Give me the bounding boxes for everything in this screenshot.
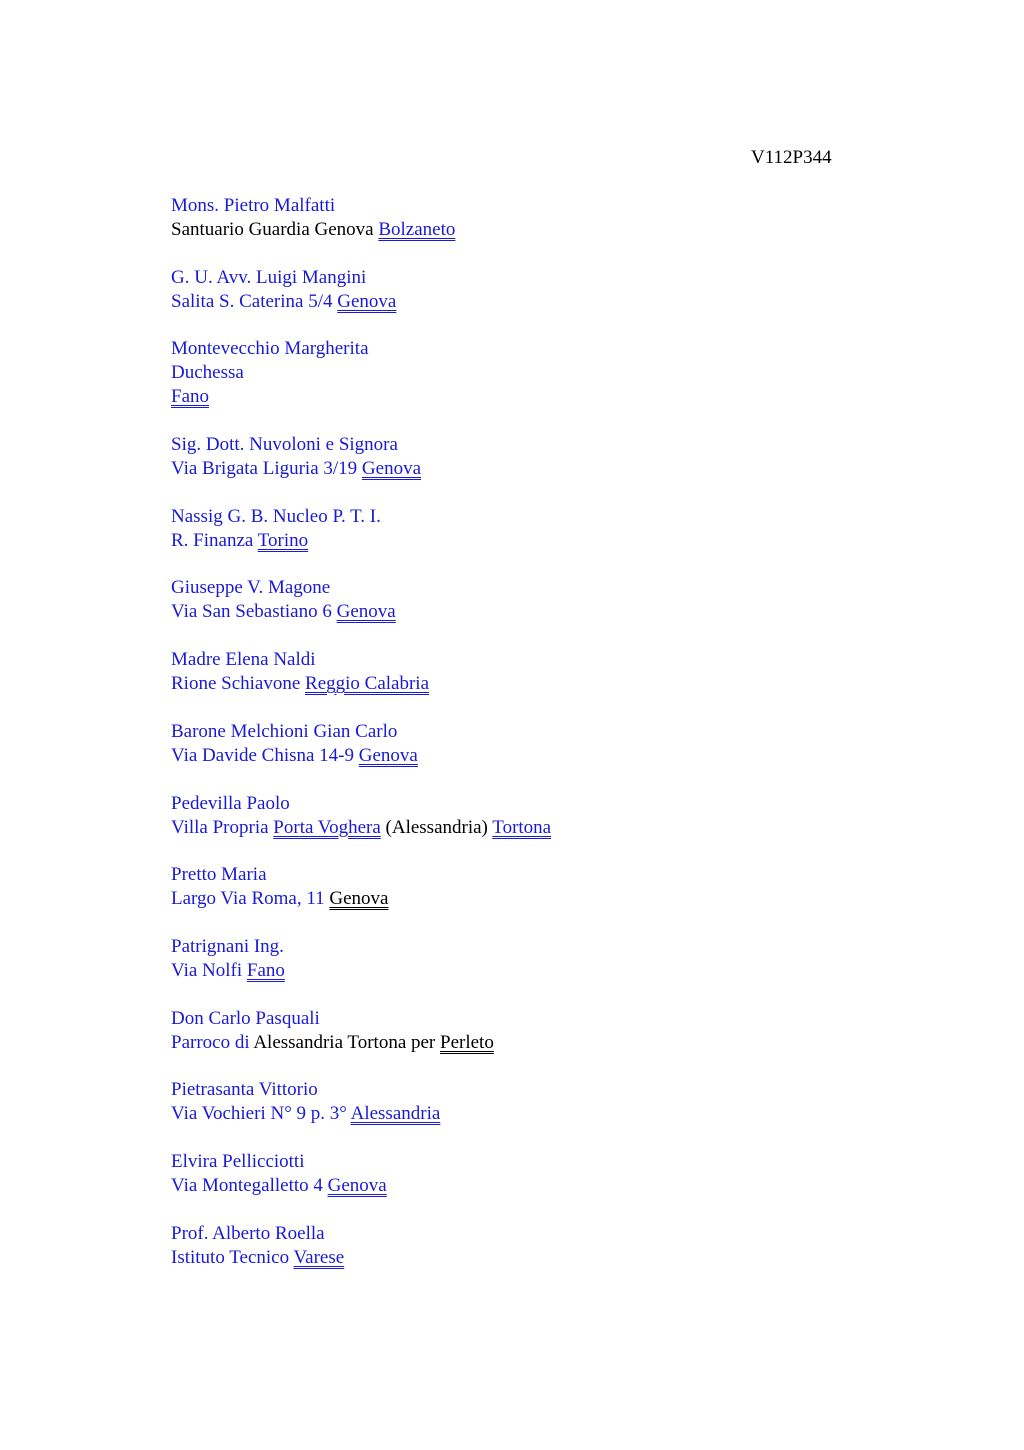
underlined-place-name: Genova <box>361 458 422 480</box>
entry-name-line <box>171 720 971 744</box>
entry-text: Santuario Guardia Genova <box>171 219 379 240</box>
underlined-place-name: Porta Voghera <box>273 816 381 838</box>
entry-text: Via Davide Chisna 14-9 <box>171 744 359 766</box>
entry-name-line <box>171 194 971 218</box>
entry-text: Pietrasanta Vittorio <box>171 1079 318 1101</box>
entry-text: (Alessandria) <box>380 816 493 838</box>
entry-name-line <box>171 1007 971 1031</box>
entry-name-line <box>171 1150 971 1174</box>
entry-address-line <box>171 600 971 624</box>
entry-text: Largo Via Roma, 11 <box>171 888 330 910</box>
address-entry <box>171 1007 971 1055</box>
entry-text: Pedevilla Paolo <box>171 792 290 814</box>
underlined-place-name: Fano <box>171 386 209 408</box>
address-entry <box>171 337 971 409</box>
entry-text: Via Nolfi <box>171 959 247 981</box>
entry-address-line <box>171 672 971 696</box>
address-entry <box>171 792 971 840</box>
entry-name-line <box>171 863 971 887</box>
entry-text: Don Carlo Pasquali <box>171 1007 320 1029</box>
entry-address-line <box>171 959 971 983</box>
entry-name-line <box>171 433 971 457</box>
underlined-place-name: Bolzaneto <box>378 219 456 240</box>
address-entry <box>171 1078 971 1126</box>
entry-text: Salita S. Caterina 5/4 <box>171 290 338 312</box>
entry-name-line <box>171 505 971 529</box>
entry-text: G. U. Avv. Luigi Mangini <box>171 266 367 288</box>
entry-text: Prof. Alberto Roella <box>171 1222 325 1244</box>
entry-text: Alessandria Tortona per <box>253 1031 441 1053</box>
entry-name-line <box>171 1222 971 1246</box>
entry-address-line <box>171 816 971 840</box>
entry-address-line <box>171 218 971 242</box>
underlined-place-name: Torino <box>257 529 309 551</box>
page-reference: V112P344 <box>751 147 832 168</box>
entry-address-line <box>171 361 971 385</box>
entry-address-line <box>171 1102 971 1126</box>
underlined-place-name: Perleto <box>440 1031 494 1053</box>
entry-text: Via Vochieri N° 9 p. 3° <box>171 1103 351 1125</box>
underlined-place-name: Varese <box>293 1246 345 1268</box>
entry-address-line <box>171 744 971 768</box>
address-entry <box>171 648 971 696</box>
entry-text: Barone Melchioni Gian Carlo <box>171 720 398 742</box>
entry-text: Giuseppe V. Magone <box>171 577 331 599</box>
underlined-place-name: Fano <box>246 959 285 981</box>
underlined-place-name: Genova <box>337 290 397 312</box>
underlined-place-name: Reggio Calabria <box>305 673 430 695</box>
address-entry <box>171 1150 971 1198</box>
address-entry <box>171 576 971 624</box>
entry-text: Montevecchio Margherita <box>171 338 369 360</box>
entry-name-line <box>171 576 971 600</box>
entry-text: Madre Elena Naldi <box>171 649 316 671</box>
address-entry <box>171 266 971 314</box>
entry-text: Sig. Dott. Nuvoloni e Signora <box>171 434 398 456</box>
entry-name-line <box>171 648 971 672</box>
entry-address-line <box>171 290 971 314</box>
address-entry <box>171 935 971 983</box>
underlined-place-name: Genova <box>358 744 418 766</box>
entry-text: Mons. Pietro Malfatti <box>171 195 336 216</box>
entry-address-line <box>171 1031 971 1055</box>
underlined-place-name: Alessandria <box>350 1103 441 1125</box>
entry-address-line <box>171 1174 971 1198</box>
entry-address-line <box>171 385 971 409</box>
underlined-place-name: Genova <box>336 601 396 623</box>
entry-text: Patrignani Ing. <box>171 935 284 957</box>
entry-address-line <box>171 887 971 911</box>
entry-text: Via San Sebastiano 6 <box>171 601 337 623</box>
entry-text: Parroco di <box>171 1031 254 1053</box>
address-entry <box>171 1222 971 1270</box>
underlined-place-name: Genova <box>329 888 389 910</box>
entry-name-line <box>171 266 971 290</box>
entry-text: Duchessa <box>171 362 244 384</box>
address-entry <box>171 505 971 553</box>
address-entry <box>171 863 971 911</box>
entry-address-line <box>171 457 971 481</box>
entry-text: Rione Schiavone <box>171 673 306 695</box>
underlined-place-name: Genova <box>327 1174 387 1196</box>
entry-text: Nassig G. B. Nucleo P. T. I. <box>171 505 381 527</box>
entry-address-line <box>171 529 971 553</box>
entry-name-line <box>171 792 971 816</box>
address-entry <box>171 720 971 768</box>
address-entry <box>171 433 971 481</box>
entry-text: Villa Propria <box>171 816 274 838</box>
entry-text: Pretto Maria <box>171 864 267 886</box>
address-entry <box>171 194 971 242</box>
entry-text: Via Montegalletto 4 <box>171 1174 328 1196</box>
entry-text: Istituto Tecnico <box>171 1246 294 1268</box>
entry-text: R. Finanza <box>171 529 258 551</box>
address-list <box>171 194 971 1293</box>
entry-name-line <box>171 337 971 361</box>
underlined-place-name: Tortona <box>492 816 552 838</box>
entry-text: Via Brigata Liguria 3/19 <box>171 458 362 480</box>
entry-address-line <box>171 1246 971 1270</box>
entry-name-line <box>171 1078 971 1102</box>
entry-name-line <box>171 935 971 959</box>
entry-text: Elvira Pellicciotti <box>171 1150 305 1172</box>
